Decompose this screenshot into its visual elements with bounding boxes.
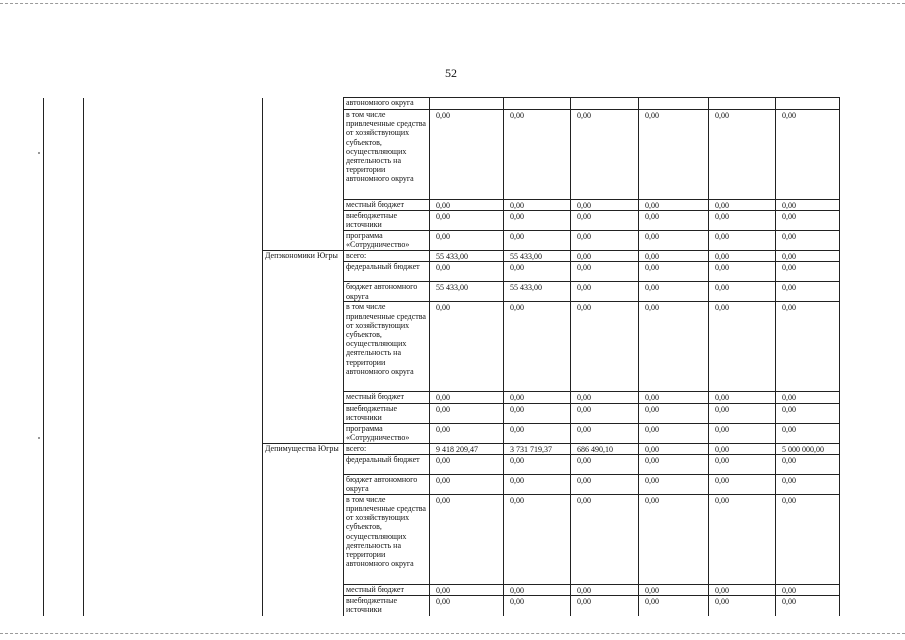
source-label: программа «Сотрудничество»: [344, 423, 430, 443]
table-row: [44, 98, 840, 110]
value-cell: 0,00: [709, 302, 776, 392]
value-cell: 0,00: [504, 403, 571, 423]
source-label: местный бюджет: [344, 584, 430, 595]
value-cell: 0,00: [430, 584, 504, 595]
value-cell: 0,00: [571, 392, 639, 403]
value-cell: [504, 98, 571, 110]
source-label: в том числе привлеченные средства от хозяйствующих субъектов, осуществляющих деятельность на территории автономного округа: [344, 302, 430, 392]
value-cell: 0,00: [709, 392, 776, 403]
value-cell: 55 433,00: [504, 282, 571, 302]
source-label: местный бюджет: [344, 392, 430, 403]
value-cell: 0,00: [639, 454, 709, 474]
executor-cell: Депэкономики Югры: [263, 251, 344, 443]
executor-cell: [263, 98, 344, 251]
value-cell: 0,00: [430, 231, 504, 251]
scan-artifact-dot: [38, 152, 40, 154]
value-cell: 0,00: [709, 474, 776, 494]
source-label: автономного округа: [344, 98, 430, 110]
source-label: внебюджетные источники: [344, 211, 430, 231]
value-cell: 0,00: [639, 403, 709, 423]
source-label: бюджет автономного округа: [344, 474, 430, 494]
value-cell: [709, 98, 776, 110]
value-cell: 0,00: [639, 392, 709, 403]
source-label: федеральный бюджет: [344, 454, 430, 474]
value-cell: 0,00: [639, 443, 709, 454]
value-cell: 0,00: [430, 211, 504, 231]
value-cell: 0,00: [709, 200, 776, 211]
value-cell: 0,00: [776, 251, 840, 262]
source-label: местный бюджет: [344, 200, 430, 211]
value-cell: 0,00: [709, 454, 776, 474]
executor-cell: Депимущества Югры: [263, 443, 344, 615]
value-cell: 0,00: [639, 211, 709, 231]
value-cell: 0,00: [776, 403, 840, 423]
value-cell: 0,00: [504, 392, 571, 403]
value-cell: 0,00: [430, 392, 504, 403]
value-cell: 0,00: [430, 110, 504, 200]
source-label: федеральный бюджет: [344, 262, 430, 282]
scan-artifact-dot: [38, 437, 40, 439]
value-cell: 0,00: [571, 474, 639, 494]
value-cell: 0,00: [639, 494, 709, 584]
value-cell: 0,00: [504, 596, 571, 616]
value-cell: 0,00: [504, 231, 571, 251]
value-cell: 0,00: [571, 262, 639, 282]
value-cell: 0,00: [776, 494, 840, 584]
value-cell: [430, 98, 504, 110]
source-label: всего:: [344, 251, 430, 262]
source-label: бюджет автономного округа: [344, 282, 430, 302]
value-cell: 0,00: [776, 231, 840, 251]
value-cell: 0,00: [430, 403, 504, 423]
value-cell: 0,00: [504, 584, 571, 595]
value-cell: 0,00: [709, 211, 776, 231]
value-cell: 0,00: [776, 302, 840, 392]
column-cell-measure: [84, 98, 263, 616]
value-cell: 0,00: [776, 211, 840, 231]
source-label: в том числе привлеченные средства от хозяйствующих субъектов, осуществляющих деятельность на территории автономного округа: [344, 110, 430, 200]
value-cell: 0,00: [430, 302, 504, 392]
value-cell: 0,00: [571, 302, 639, 392]
value-cell: 0,00: [709, 403, 776, 423]
value-cell: 0,00: [639, 110, 709, 200]
value-cell: 0,00: [504, 423, 571, 443]
value-cell: 0,00: [776, 584, 840, 595]
value-cell: 0,00: [776, 423, 840, 443]
value-cell: 0,00: [709, 110, 776, 200]
value-cell: 0,00: [430, 423, 504, 443]
value-cell: 686 490,10: [571, 443, 639, 454]
column-cell-number: [44, 98, 84, 616]
value-cell: 0,00: [776, 392, 840, 403]
value-cell: 0,00: [639, 262, 709, 282]
value-cell: 0,00: [571, 231, 639, 251]
value-cell: 0,00: [504, 302, 571, 392]
value-cell: 0,00: [709, 251, 776, 262]
value-cell: 0,00: [504, 110, 571, 200]
source-label: внебюджетные источники: [344, 403, 430, 423]
value-cell: 0,00: [430, 262, 504, 282]
value-cell: 0,00: [709, 494, 776, 584]
value-cell: 0,00: [571, 110, 639, 200]
value-cell: 3 731 719,37: [504, 443, 571, 454]
value-cell: 55 433,00: [430, 251, 504, 262]
value-cell: 0,00: [571, 200, 639, 211]
value-cell: 0,00: [776, 474, 840, 494]
value-cell: 0,00: [571, 211, 639, 231]
value-cell: 0,00: [571, 282, 639, 302]
value-cell: 0,00: [639, 423, 709, 443]
source-label: в том числе привлеченные средства от хозяйствующих субъектов, осуществляющих деятельность на территории автономного округа: [344, 494, 430, 584]
value-cell: 0,00: [639, 596, 709, 616]
value-cell: 0,00: [776, 262, 840, 282]
value-cell: 0,00: [709, 262, 776, 282]
value-cell: 0,00: [504, 474, 571, 494]
value-cell: 0,00: [571, 251, 639, 262]
value-cell: 0,00: [776, 454, 840, 474]
value-cell: 0,00: [571, 454, 639, 474]
value-cell: 0,00: [709, 443, 776, 454]
value-cell: 0,00: [709, 282, 776, 302]
value-cell: 0,00: [776, 282, 840, 302]
value-cell: 0,00: [430, 494, 504, 584]
scan-edge-top: [0, 3, 905, 4]
page-number: 52: [445, 66, 457, 80]
value-cell: [776, 98, 840, 110]
value-cell: 0,00: [430, 596, 504, 616]
value-cell: 0,00: [571, 596, 639, 616]
value-cell: 0,00: [504, 494, 571, 584]
value-cell: 5 000 000,00: [776, 443, 840, 454]
value-cell: 55 433,00: [430, 282, 504, 302]
value-cell: 0,00: [430, 200, 504, 211]
source-label: внебюджетные источники: [344, 596, 430, 616]
value-cell: 0,00: [571, 494, 639, 584]
value-cell: 0,00: [430, 474, 504, 494]
value-cell: 0,00: [639, 584, 709, 595]
value-cell: 0,00: [504, 200, 571, 211]
source-label: всего:: [344, 443, 430, 454]
value-cell: 0,00: [504, 211, 571, 231]
value-cell: [571, 98, 639, 110]
value-cell: 0,00: [709, 584, 776, 595]
value-cell: 0,00: [709, 423, 776, 443]
value-cell: 0,00: [571, 423, 639, 443]
value-cell: [639, 98, 709, 110]
value-cell: 0,00: [639, 200, 709, 211]
value-cell: 9 418 209,47: [430, 443, 504, 454]
value-cell: 0,00: [571, 403, 639, 423]
value-cell: 0,00: [639, 474, 709, 494]
value-cell: 0,00: [571, 584, 639, 595]
value-cell: 0,00: [776, 200, 840, 211]
value-cell: 0,00: [709, 231, 776, 251]
value-cell: 55 433,00: [504, 251, 571, 262]
value-cell: 0,00: [639, 302, 709, 392]
value-cell: 0,00: [504, 454, 571, 474]
value-cell: 0,00: [639, 282, 709, 302]
budget-table: [43, 97, 840, 616]
value-cell: 0,00: [639, 251, 709, 262]
value-cell: 0,00: [776, 596, 840, 616]
value-cell: 0,00: [504, 262, 571, 282]
value-cell: 0,00: [709, 596, 776, 616]
value-cell: 0,00: [430, 454, 504, 474]
value-cell: 0,00: [639, 231, 709, 251]
scan-edge-bottom: [0, 633, 905, 634]
value-cell: 0,00: [776, 110, 840, 200]
source-label: программа «Сотрудничество»: [344, 231, 430, 251]
